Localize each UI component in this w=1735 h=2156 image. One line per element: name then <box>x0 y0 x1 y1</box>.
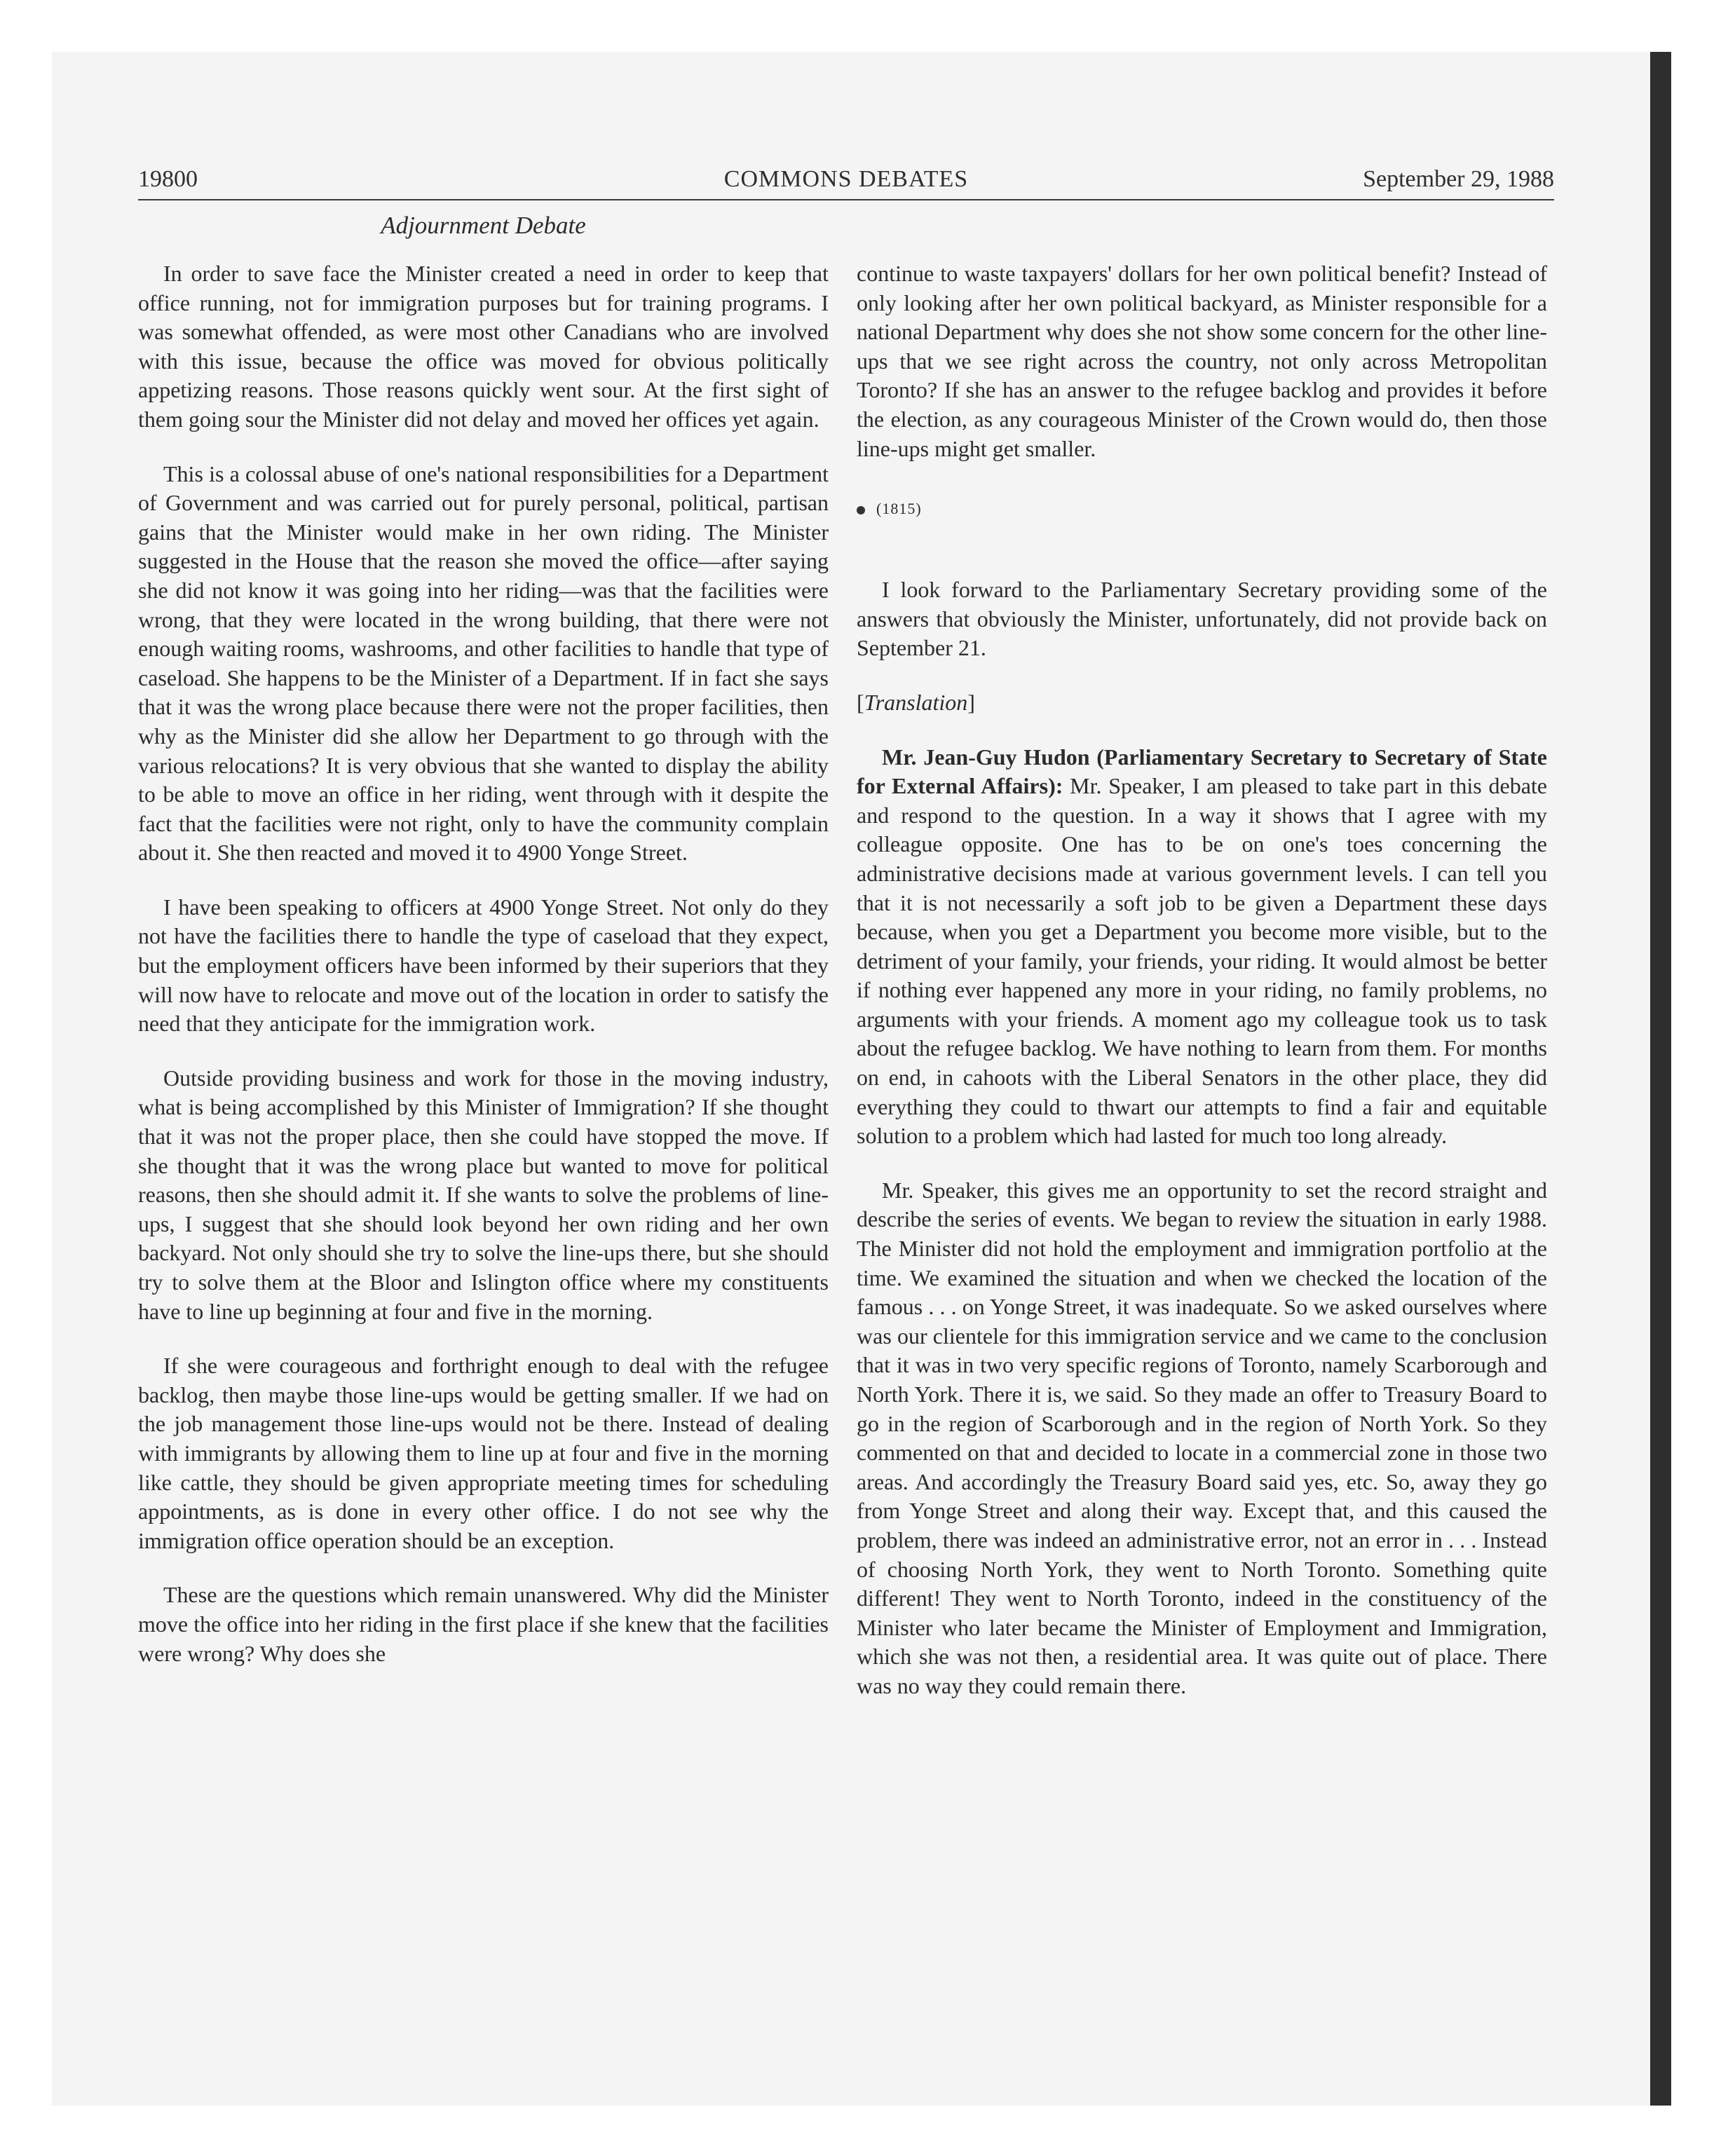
page-number: 19800 <box>138 166 198 192</box>
header-rule <box>138 199 1554 200</box>
bracket-open: [ <box>857 689 864 715</box>
bracket-close: ] <box>967 689 975 715</box>
paragraph: In order to save face the Minister created a need in order to keep that office running, not for immigration purposes but for training programs. I was somewhat offended, as were most other Canadians who are involved with this issue, because the office was moved for obvious politically appetizing reasons. Those reasons quickly went sour. At the first sight of them going sour the Minister did not delay and moved her offices yet again. <box>138 261 829 432</box>
publication-title: COMMONS DEBATES <box>723 166 969 192</box>
time-marker <box>857 498 1547 519</box>
paragraph: Outside providing business and work for those in the moving industry, what is being accomplished by this Minister of Immigration? If she thought that it was not the proper place, then she could have stopped the move. If she thought that it was the wrong place but wanted to move for political reasons, then she should admit it. If she wants to solve the problems of line-ups, I suggest that she should look beyond her own riding and her own backyard. Not only should she try to solve the line-ups there, but she should try to solve them at the Bloor and Islington office where my constituents have to line up beginning at four and five in the morning. <box>138 1065 829 1324</box>
binding-edge <box>1650 52 1671 2106</box>
bullet-icon <box>857 506 865 514</box>
left-column <box>138 259 829 1693</box>
speech-text: Mr. Speaker, I am pleased to take part in this debate and respond to the question. In a way it shows that I agree with my colleague opposite. One has to be on one's toes concerning the administrative decisions made at various government levels. I can tell you that it is not necessarily a soft job to be given a Department these days because, when you get a Department you become more visible, but to the detriment of your family, your friends, your riding. It would almost be better if nothing ever happened any more in your riding, no family problems, no arguments with your friends. A moment ago my colleague took us to task about the refugee backlog. We have nothing to learn from them. For months on end, in cahoots with the Liberal Senators in the other place, they did everything they could to thwart our attempts to find a fair and equitable solution to a problem which had lasted for much too long already. <box>857 773 1548 1149</box>
paragraph: I have been speaking to officers at 4900 Yonge Street. Not only do they not have the facilities there to handle the type of caseload that they expect, but the employment officers have been informed by their superiors that they will now have to relocate and move out of the location in order to satisfy the need that they anticipate for the immigration work. <box>138 894 829 1037</box>
debate-date: September 29, 1988 <box>1363 166 1554 192</box>
paragraph: Mr. Speaker, this gives me an opportunity to set the record straight and describe the series of events. We began to review the situation in early 1988. The Minister did not hold the employment and immigration portfolio at the time. We examined the situation and when we checked the location of the famous . . . on Yonge Street, it was inadequate. So we asked ourselves where was our clientele for this immigration service and we came to the conclusion that it was in two very specific regions of Toronto, namely Scarborough and North York. There it is, we said. So they made an offer to Treasury Board to go in the region of Scarborough and in the region of North York. So they commented on that and decided to locate in a commercial zone in those two areas. And accordingly the Treasury Board said yes, etc. So, away they go from Yonge Street and along their way. Except that, and this caused the problem, there was indeed an administrative error, not an error in . . . Instead of choosing North York, they went to North Toronto. Something quite different! They went to North Toronto, indeed in the constituency of the Minister who later became the Minister of Employment and Immigration, which she was not then, a residential area. It was quite out of place. There was no way they could remain there. <box>857 1177 1547 1698</box>
paragraph: This is a colossal abuse of one's national responsibilities for a Department of Government and was carried out for purely personal, political, partisan gains that the Minister would make in her own riding. The Minister suggested in the House that the reason she moved the office—after saying she did not know it was going into her riding—was that the facilities were wrong, that they were located in the wrong building, that there were not enough waiting rooms, washrooms, and other facilities to handle that type of caseload. She happens to be the Minister of a Department. If in fact she says that it was the wrong place because there were not the proper facilities, then why as the Minister did she allow her Department to go through with the various relocations? It is very obvious that she wanted to display the ability to be able to move an office in her riding, went through with it despite the fact that the facilities were not right, only to have the community complain about it. She then reacted and moved it to 4900 Yonge Street. <box>138 460 829 866</box>
paragraph: These are the questions which remain unanswered. Why did the Minister move the office into her riding in the first place if she knew that the facilities were wrong? Why does she <box>138 1582 829 1666</box>
paragraph: I look forward to the Parliamentary Secretary providing some of the answers that obviously the Minister, unfortunately, did not provide back on September 21. <box>857 577 1547 661</box>
continued-paragraph: continue to waste taxpayers' dollars for her own political benefit? Instead of only looking after her own political backyard, as Minister responsible for a national Department why does she not show some concern for the other line-ups that we see right across the country, not only across Metropolitan Toronto? If she has an answer to the refugee backlog and provides it before the election, as any courageous Minister of the Crown would do, then those line-ups might get smaller. <box>857 261 1547 461</box>
translation-label: Translation <box>864 689 968 715</box>
timestamp: (1815) <box>876 500 922 518</box>
page-header <box>138 160 1554 199</box>
section-heading: Adjournment Debate <box>381 212 586 239</box>
paragraph: If she were courageous and forthright enough to deal with the refugee backlog, then maybe those line-ups would be getting smaller. If we had on the job management those line-ups would not be there. Instead of dealing with immigrants by allowing them to line up at four and five in the morning like cattle, they should be given appropriate meeting times for scheduling appointments, as is done in every other office. I do not see why the immigration office operation should be an exception. <box>138 1353 829 1553</box>
speech-paragraph <box>857 743 1547 1151</box>
translation-marker <box>857 688 1547 718</box>
speaker-name: Mr. Jean-Guy Hudon (Parliamentary Secretary to Secretary of State for External Affairs): <box>857 744 1547 799</box>
right-column <box>857 259 1547 1726</box>
